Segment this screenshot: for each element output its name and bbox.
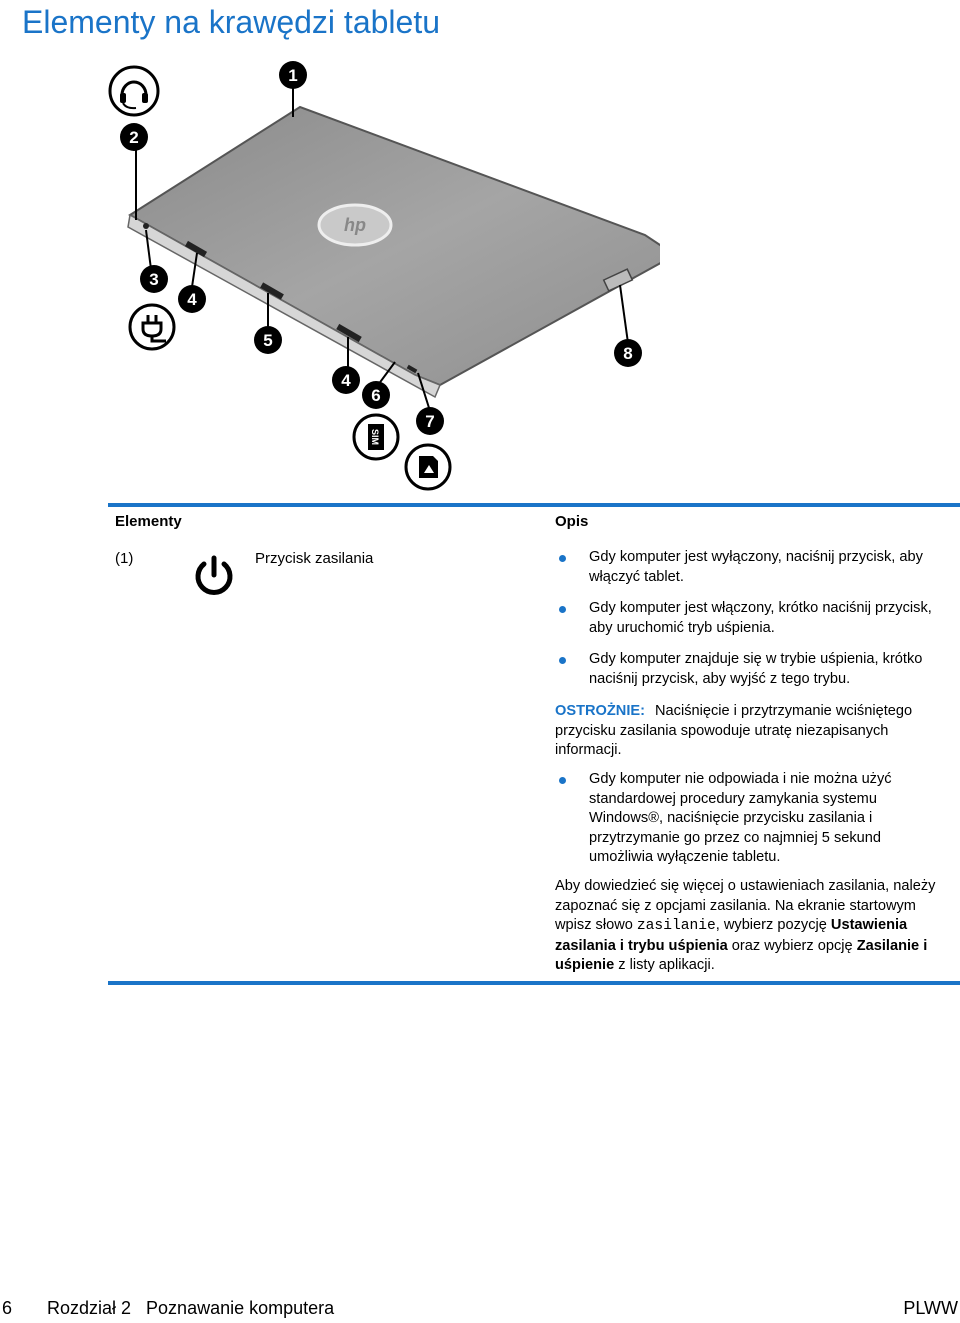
sim-card-icon: [354, 415, 398, 459]
element-name: Przycisk zasilania: [255, 550, 374, 567]
bullet-dot: [559, 777, 566, 784]
callout-7: [416, 407, 444, 435]
svg-text:4: 4: [341, 371, 351, 390]
svg-text:7: 7: [425, 412, 435, 431]
callout-5: [254, 326, 282, 354]
bullet-item-1: Gdy komputer jest wyłączony, naciśnij przycisk, aby włączyć tablet.: [589, 549, 923, 585]
svg-text:4: 4: [187, 290, 197, 309]
callout-3: [140, 265, 168, 293]
power-icon: [193, 555, 235, 599]
tablet-illustration: [100, 55, 660, 495]
caution-label: OSTROŻNIE:: [555, 703, 645, 719]
memory-card-icon: [406, 445, 450, 489]
page-title: Elementy na krawędzi tabletu: [22, 4, 440, 40]
callout-6: [362, 381, 390, 409]
col-header-description: Opis: [555, 513, 589, 530]
callout-8: [614, 339, 642, 367]
svg-text:8: 8: [623, 344, 633, 363]
callout-4b: [332, 366, 360, 394]
svg-text:hp: hp: [344, 215, 366, 235]
callout-2: [120, 123, 148, 151]
svg-text:2: 2: [129, 128, 139, 147]
table-bottom-rule: [108, 981, 960, 985]
bullet-dot: [559, 657, 566, 664]
document-code: PLWW: [903, 1298, 958, 1318]
svg-text:5: 5: [263, 331, 273, 350]
col-header-elements: Elementy: [115, 513, 182, 530]
headset-icon: [110, 67, 158, 115]
svg-text:6: 6: [371, 386, 381, 405]
callout-4a: [178, 285, 206, 313]
chapter-title: Rozdział 2 Poznawanie komputera: [47, 1298, 335, 1318]
bullet-dot: [559, 606, 566, 613]
callout-1-label: 1: [288, 66, 298, 85]
bullet-dot: [559, 555, 566, 562]
callout-1: [279, 61, 307, 89]
power-plug-icon: [130, 305, 174, 349]
table-top-rule: [108, 503, 960, 507]
svg-text:SIM: SIM: [370, 428, 380, 446]
power-settings-paragraph: Aby dowiedzieć się więcej o ustawieniach zasilania, należy zapoznać się z opcjami zasilania. Na ekranie startowym wpisz słowo zasilanie, wybierz pozycję Ustawienia zasilania i trybu uśpienia oraz wybierz opcję Zasilanie i uśpienie z listy aplikacji.: [555, 878, 936, 973]
bullet-item-2: Gdy komputer jest włączony, krótko naciśnij przycisk, aby uruchomić tryb uśpienia.: [589, 600, 932, 636]
app-option-name: Zasilanie i uśpienie: [555, 937, 928, 973]
page-number: 6: [2, 1298, 13, 1318]
row-number: (1): [115, 550, 134, 567]
settings-option-name: Ustawienia zasilania i trybu uśpienia: [555, 917, 908, 954]
svg-text:3: 3: [149, 270, 159, 289]
bullet-item-4: Gdy komputer nie odpowiada i nie można użyć standardowej procedury zamykania systemu Windows®, naciśnięcie przycisku zasilania i przytrzymanie go przez co najmniej 5 sekund umożliwia wyłączenie tabletu.: [589, 771, 892, 865]
tablet-back: [130, 107, 660, 385]
typed-keyword: zasilanie: [636, 918, 716, 934]
caution-note: [555, 702, 945, 761]
caution-text: Naciśnięcie i przytrzymanie wciśniętego przycisku zasilania spowoduje utratę niezapisanych informacji.: [555, 703, 913, 758]
bullet-item-3: Gdy komputer znajduje się w trybie uśpienia, krótko naciśnij przycisk, aby wyjść z tego trybu.: [589, 651, 923, 687]
